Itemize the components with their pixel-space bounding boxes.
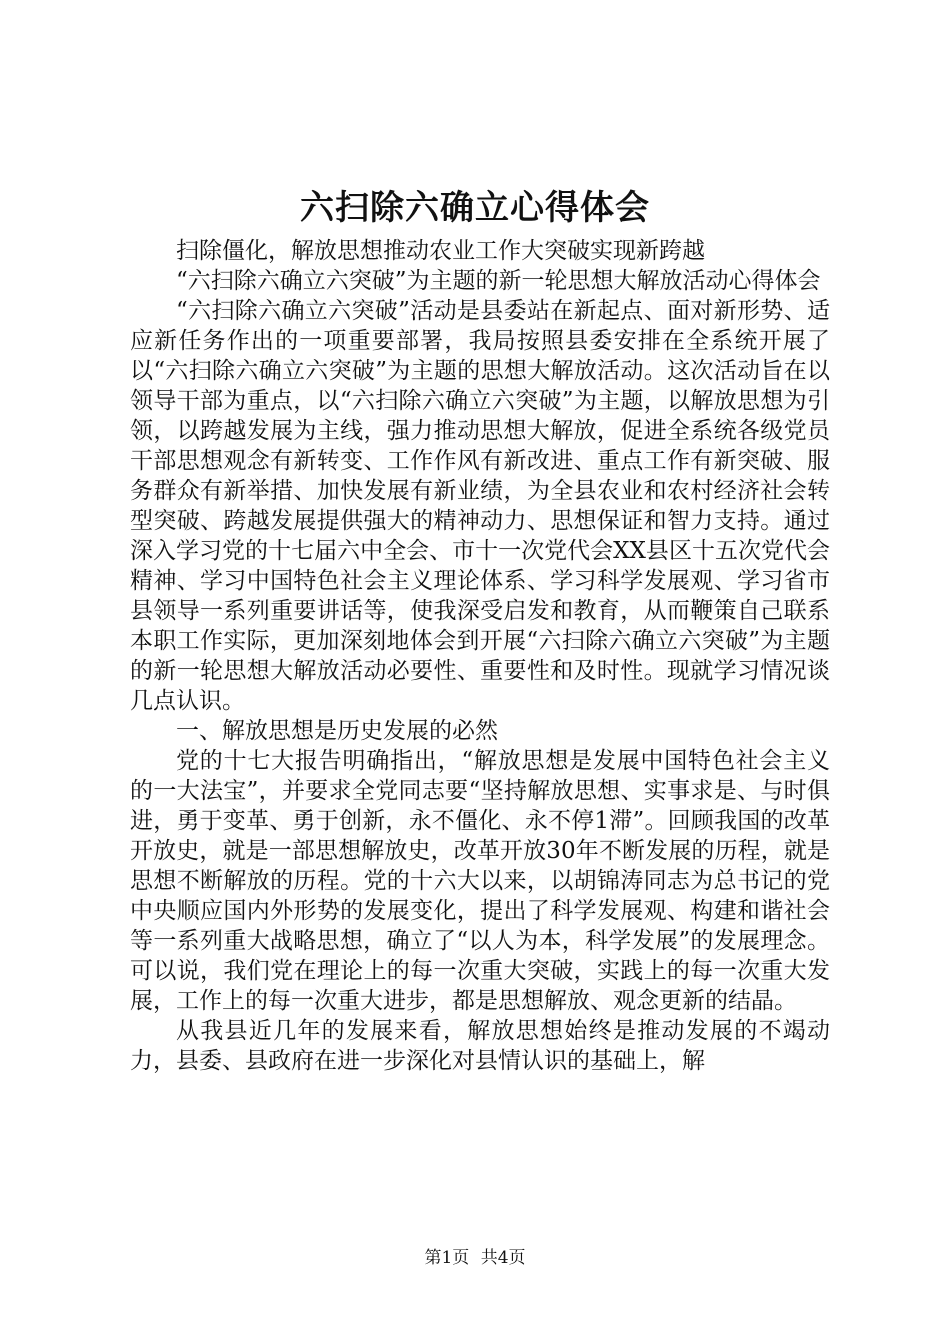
section-heading-1: 一、解放思想是历史发展的必然 (176, 718, 498, 744)
page-total: 共4页 (480, 1248, 526, 1268)
document-title: 六扫除六确立心得体会 (300, 188, 650, 228)
paragraph-county: 从我县近几年的发展来看，解放思想始终是推动发展的不竭动力，县委、县政府在进一步深化对县情认识的基础上，解 (130, 1018, 830, 1074)
page-footer (0, 1247, 950, 1269)
paragraph-theme: “六扫除六确立六突破”为主题的新一轮思想大解放活动心得体会 (176, 268, 821, 294)
paragraph-intro: “六扫除六确立六突破”活动是县委站在新起点、面对新形势、适应新任务作出的一项重要部署，我局按照县委安排在全系统开展了以“六扫除六确立六突破”为主题的思想大解放活动。这次活动旨在以领导干部为重点，以“六扫除六确立六突破”为主题，以解放思想为引领，以跨越发展为主线，强力推动思想大解放，促进全系统各级党员干部思想观念有新转变、工作作风有新改进、重点工作有新突破、服务群众有新举措、加快发展有新业绩，为全县农业和农村经济社会转型突破、跨越发展提供强大的精神动力、思想保证和智力支持。通过深入学习党的十七届六中全会、市十一次党代会XX县区十五次党代会精神、学习中国特色社会主义理论体系、学习科学发展观、学习省市县领导一系列重要讲话等，使我深受启发和教育，从而鞭策自己联系本职工作实际，更加深刻地体会到开展“六扫除六确立六突破”为主题的新一轮思想大解放活动必要性、重要性和及时性。现就学习情况谈几点认识。 (130, 298, 830, 714)
page-number: 第1页 (424, 1248, 470, 1268)
paragraph-subtitle: 扫除僵化，解放思想推动农业工作大突破实现新跨越 (176, 238, 705, 264)
document-body (130, 236, 830, 1076)
paragraph-history: 党的十七大报告明确指出，“解放思想是发展中国特色社会主义的一大法宝”，并要求全党同志要“坚持解放思想、实事求是、与时俱进，勇于变革、勇于创新，永不僵化、永不停1滞”。回顾我国的改革开放史，就是一部思想解放史，改革开放30年不断发展的历程，就是思想不断解放的历程。党的十六大以来，以胡锦涛同志为总书记的党中央顺应国内外形势的发展变化，提出了科学发展观、构建和谐社会等一系列重大战略思想，确立了“以人为本，科学发展”的发展理念。可以说，我们党在理论上的每一次重大突破，实践上的每一次重大发展，工作上的每一次重大进步，都是思想解放、观念更新的结晶。 (130, 748, 830, 1014)
